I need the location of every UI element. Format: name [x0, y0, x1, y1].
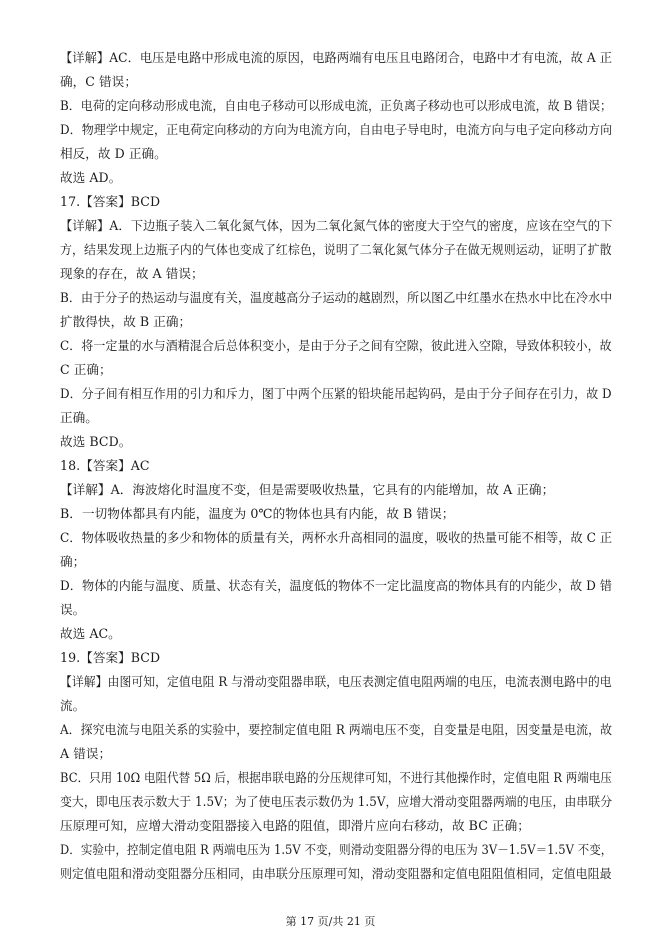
text-line: C 正确；	[60, 362, 112, 377]
text-line: 现象的存在，故 A 错误；	[60, 266, 204, 281]
text-line: B．一切物体都具有内能，温度为 0℃的物体也具有内能，故 B 错误；	[60, 506, 455, 521]
text-line: 扩散得快，故 B 正确；	[60, 314, 192, 329]
text-line: 【详解】由图可知，定值电阻 R 与滑动变阻器串联，电压表测定值电阻两端的电压，电流表测电路中的电	[60, 674, 612, 689]
text-line: B．电荷的定向移动形成电流，自由电子移动可以形成电流，正负离子移动也可以形成电流，故 B 错误；	[60, 98, 613, 113]
text-line: 【详解】AC．电压是电路中形成电流的原因，电路两端有电压且电路闭合，电路中才有电流，故 A 正	[60, 50, 613, 65]
text-line: 正确。	[60, 410, 98, 425]
text-line: 则定值电阻和滑动变阻器分压相同，由串联分压原理可知，滑动变阻器和定值电阻阻值相同，定值电阻最	[60, 866, 612, 881]
answer-heading: 19.【答案】BCD	[60, 650, 161, 665]
text-line: 确，C 错误；	[60, 74, 137, 89]
text-line: 确；	[60, 554, 86, 569]
text-line: 方，结果发现上边瓶子内的气体也变成了红棕色，说明了二氧化氮气体分子在做无规则运动，证明了扩散	[60, 242, 612, 257]
text-line: BC．只用 10Ω 电阻代替 5Ω 后，根据串联电路的分压规律可知，不进行其他操作时，定值电阻 R 两端电压	[60, 770, 612, 785]
text-line: 流。	[60, 698, 86, 713]
text-line: 【详解】A．下边瓶子装入二氧化氮气体，因为二氧化氮气体的密度大于空气的密度，应该在空气的下	[60, 218, 613, 233]
text-line: D．实验中，控制定值电阻 R 两端电压为 1.5V 不变，则滑动变阻器分得的电压为 3V－1.5V＝1.5V 不变，	[60, 842, 613, 857]
text-line: B．由于分子的热运动与温度有关，温度越高分子运动的越剧烈，所以图乙中红墨水在热水中比在冷水中	[60, 290, 613, 305]
answer-heading: 18.【答案】AC	[60, 458, 150, 473]
text-line: 相反，故 D 正确。	[60, 146, 167, 161]
document-page	[60, 0, 612, 935]
text-line: D．分子间有相互作用的引力和斥力，图丁中两个压紧的铅块能吊起钩码，是由于分子间存在引力，故 D	[60, 386, 612, 401]
text-line: A．探究电流与电阻关系的实验中，要控制定值电阻 R 两端电压不变，自变量是电阻，因变量是电流，故	[60, 722, 613, 737]
text-line: 故选 AD。	[60, 170, 122, 185]
text-line: 故选 AC。	[60, 626, 121, 641]
answer-heading: 17.【答案】BCD	[60, 194, 161, 209]
text-line: 【详解】A．海波熔化时温度不变，但是需要吸收热量，它具有的内能增加，故 A 正确；	[60, 482, 555, 497]
text-line: 故选 BCD。	[60, 434, 132, 449]
text-line: A 错误；	[60, 746, 112, 761]
text-line: D．物理学中规定，正电荷定向移动的方向为电流方向，自由电子导电时，电流方向与电子定向移动方向	[60, 122, 613, 137]
text-line: 压原理可知，应增大滑动变阻器接入电路的阻值，即滑片应向右移动，故 BC 正确；	[60, 818, 530, 833]
text-line: 误。	[60, 602, 86, 617]
text-line: C．物体吸收热量的多少和物体的质量有关，两杯水升高相同的温度，吸收的热量可能不相等，故 C 正	[60, 530, 613, 545]
page-number: 第 17 页/共 21 页	[285, 915, 376, 928]
text-line: C．将一定量的水与酒精混合后总体积变小，是由于分子之间有空隙，彼此进入空隙，导致体积较小，故	[60, 338, 612, 353]
text-line: 变大，即电压表示数大于 1.5V；为了使电压表示数仍为 1.5V，应增大滑动变阻器两端的电压，由串联分	[60, 794, 613, 809]
text-line: D．物体的内能与温度、质量、状态有关，温度低的物体不一定比温度高的物体具有的内能少，故 D 错	[60, 578, 613, 593]
